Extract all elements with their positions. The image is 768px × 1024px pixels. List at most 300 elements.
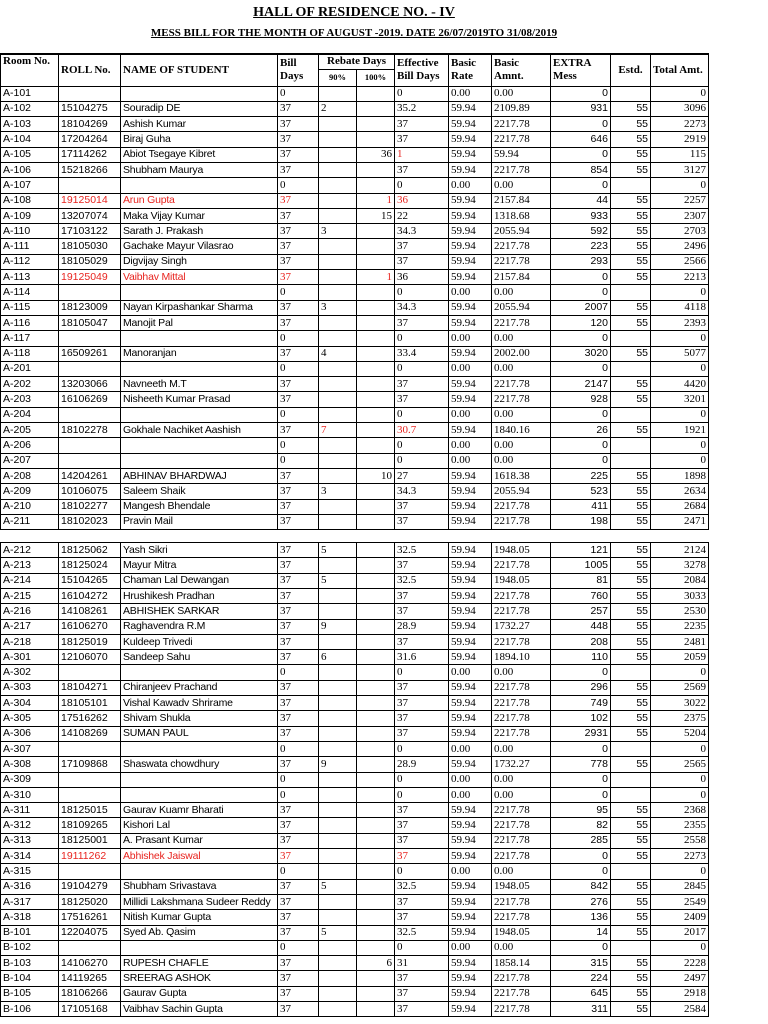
rebate-90-cell — [319, 971, 357, 986]
student-name-cell: RUPESH CHAFLE — [121, 956, 278, 971]
estd-cell: 55 — [611, 514, 651, 529]
basic-amount-cell: 0.00 — [492, 438, 551, 453]
extra-mess-cell: 854 — [551, 162, 611, 177]
student-name-cell: Pravin Mail — [121, 514, 278, 529]
rebate-100-cell — [357, 101, 395, 116]
extra-mess-cell: 842 — [551, 879, 611, 894]
rebate-90-cell — [319, 680, 357, 695]
roll-number-cell: 14119265 — [59, 971, 121, 986]
table-row — [1, 208, 709, 223]
estd-cell: 55 — [611, 1002, 651, 1017]
document-subtitle: MESS BILL FOR THE MONTH OF AUGUST -2019. DATE 26/07/2019TO 31/08/2019 — [150, 27, 558, 39]
effective-bill-days-cell: 36 — [395, 193, 449, 208]
roll-number-cell: 15104275 — [59, 101, 121, 116]
extra-mess-cell: 0 — [551, 665, 611, 680]
rebate-100-cell — [357, 285, 395, 300]
estd-cell: 55 — [611, 315, 651, 330]
roll-number-cell: 18105030 — [59, 239, 121, 254]
estd-cell: 55 — [611, 484, 651, 499]
table-row — [1, 514, 709, 529]
effective-bill-days-cell: 37 — [395, 377, 449, 392]
rebate-100-cell — [357, 331, 395, 346]
roll-number-cell: 17204264 — [59, 132, 121, 147]
basic-rate-cell: 59.94 — [449, 558, 492, 573]
table-row — [1, 818, 709, 833]
roll-number-cell: 18125019 — [59, 634, 121, 649]
extra-mess-cell: 2007 — [551, 300, 611, 315]
total-amount-cell: 0 — [651, 772, 709, 787]
rebate-90-cell — [319, 833, 357, 848]
rebate-100-cell — [357, 772, 395, 787]
room-number-cell: A-301 — [1, 650, 59, 665]
student-name-cell: Shubham Maurya — [121, 162, 278, 177]
student-name-cell — [121, 178, 278, 193]
basic-amount-cell: 2217.78 — [492, 254, 551, 269]
basic-amount-cell: 2217.78 — [492, 315, 551, 330]
effective-bill-days-cell: 37 — [395, 634, 449, 649]
total-amount-cell: 2213 — [651, 270, 709, 285]
table-row — [1, 101, 709, 116]
student-name-cell — [121, 772, 278, 787]
header-bill-days-line-1: Bill — [280, 57, 297, 70]
bill-days-cell: 37 — [278, 193, 319, 208]
estd-cell: 55 — [611, 589, 651, 604]
total-amount-cell: 0 — [651, 940, 709, 955]
student-name-cell: Digvijay Singh — [121, 254, 278, 269]
student-name-cell — [121, 331, 278, 346]
header-roll-no: ROLL No. — [59, 54, 121, 86]
extra-mess-cell: 0 — [551, 940, 611, 955]
extra-mess-cell: 0 — [551, 147, 611, 162]
table-row — [1, 270, 709, 285]
total-amount-cell: 2409 — [651, 910, 709, 925]
roll-number-cell — [59, 940, 121, 955]
table-row — [1, 665, 709, 680]
room-number-cell: A-104 — [1, 132, 59, 147]
basic-rate-cell: 59.94 — [449, 514, 492, 529]
total-amount-cell: 1898 — [651, 468, 709, 483]
rebate-90-cell — [319, 986, 357, 1001]
bill-days-cell: 0 — [278, 407, 319, 422]
bill-days-cell: 0 — [278, 86, 319, 101]
estd-cell — [611, 864, 651, 879]
basic-amount-cell: 2217.78 — [492, 239, 551, 254]
effective-bill-days-cell: 32.5 — [395, 573, 449, 588]
rebate-100-cell — [357, 132, 395, 147]
basic-rate-cell: 0.00 — [449, 787, 492, 802]
table-row — [1, 849, 709, 864]
extra-mess-cell: 0 — [551, 331, 611, 346]
rebate-100-cell — [357, 239, 395, 254]
student-name-cell: Saleem Shaik — [121, 484, 278, 499]
student-name-cell: Nisheeth Kumar Prasad — [121, 392, 278, 407]
rebate-90-cell — [319, 940, 357, 955]
bill-days-cell: 0 — [278, 665, 319, 680]
roll-number-cell: 16104272 — [59, 589, 121, 604]
basic-amount-cell: 2217.78 — [492, 392, 551, 407]
extra-mess-cell: 0 — [551, 849, 611, 864]
roll-number-cell: 14106270 — [59, 956, 121, 971]
student-name-cell: Nitish Kumar Gupta — [121, 910, 278, 925]
basic-amount-cell: 2217.78 — [492, 726, 551, 741]
roll-number-cell — [59, 285, 121, 300]
rebate-90-cell — [319, 193, 357, 208]
extra-mess-cell: 225 — [551, 468, 611, 483]
student-name-cell — [121, 438, 278, 453]
effective-bill-days-cell: 37 — [395, 254, 449, 269]
basic-rate-cell: 59.94 — [449, 696, 492, 711]
effective-bill-days-cell: 0 — [395, 787, 449, 802]
basic-rate-cell: 59.94 — [449, 117, 492, 132]
rebate-90-cell: 5 — [319, 879, 357, 894]
estd-cell — [611, 86, 651, 101]
table-row — [1, 680, 709, 695]
rebate-100-cell — [357, 499, 395, 514]
rebate-90-cell — [319, 741, 357, 756]
roll-number-cell: 12106070 — [59, 650, 121, 665]
basic-rate-cell: 59.94 — [449, 726, 492, 741]
rebate-100-cell — [357, 438, 395, 453]
bill-days-cell: 37 — [278, 377, 319, 392]
rebate-100-cell — [357, 407, 395, 422]
bill-days-cell: 37 — [278, 423, 319, 438]
basic-amount-cell: 1840.16 — [492, 423, 551, 438]
roll-number-cell: 17109868 — [59, 757, 121, 772]
basic-rate-cell: 59.94 — [449, 680, 492, 695]
student-name-cell: ABHISHEK SARKAR — [121, 604, 278, 619]
basic-amount-cell: 1858.14 — [492, 956, 551, 971]
basic-rate-cell: 59.94 — [449, 757, 492, 772]
rebate-90-cell — [319, 499, 357, 514]
bill-days-cell: 37 — [278, 818, 319, 833]
bill-days-cell: 37 — [278, 894, 319, 909]
rebate-100-cell: 36 — [357, 147, 395, 162]
rebate-100-cell — [357, 117, 395, 132]
table-row — [1, 925, 709, 940]
header-effective-line-1: Effective — [397, 57, 439, 70]
rebate-90-cell: 7 — [319, 423, 357, 438]
extra-mess-cell: 311 — [551, 1002, 611, 1017]
estd-cell — [611, 361, 651, 376]
basic-rate-cell: 0.00 — [449, 665, 492, 680]
table-row — [1, 499, 709, 514]
bill-days-cell: 37 — [278, 499, 319, 514]
total-amount-cell: 2634 — [651, 484, 709, 499]
total-amount-cell: 3033 — [651, 589, 709, 604]
header-extra-mess — [551, 54, 611, 86]
basic-amount-cell: 0.00 — [492, 741, 551, 756]
estd-cell: 55 — [611, 879, 651, 894]
bill-days-cell: 37 — [278, 757, 319, 772]
rebate-100-cell — [357, 558, 395, 573]
rebate-100-cell — [357, 224, 395, 239]
bill-days-cell: 37 — [278, 711, 319, 726]
rebate-90-cell — [319, 270, 357, 285]
table-row — [1, 239, 709, 254]
basic-rate-cell: 0.00 — [449, 741, 492, 756]
table-row — [1, 910, 709, 925]
student-name-cell — [121, 787, 278, 802]
extra-mess-cell: 102 — [551, 711, 611, 726]
header-rebate-days: Rebate Days — [319, 54, 395, 69]
total-amount-cell: 2375 — [651, 711, 709, 726]
total-amount-cell: 0 — [651, 438, 709, 453]
table-row — [1, 971, 709, 986]
total-amount-cell: 2684 — [651, 499, 709, 514]
roll-number-cell — [59, 772, 121, 787]
effective-bill-days-cell: 37 — [395, 986, 449, 1001]
basic-rate-cell: 59.94 — [449, 162, 492, 177]
room-number-cell: A-313 — [1, 833, 59, 848]
total-amount-cell: 2355 — [651, 818, 709, 833]
estd-cell: 55 — [611, 423, 651, 438]
room-number-cell: B-103 — [1, 956, 59, 971]
extra-mess-cell: 81 — [551, 573, 611, 588]
room-number-cell: A-202 — [1, 377, 59, 392]
room-number-cell: A-118 — [1, 346, 59, 361]
basic-amount-cell: 1618.38 — [492, 468, 551, 483]
basic-amount-cell: 0.00 — [492, 453, 551, 468]
total-amount-cell: 2257 — [651, 193, 709, 208]
extra-mess-cell: 0 — [551, 117, 611, 132]
roll-number-cell: 17516261 — [59, 910, 121, 925]
room-number-cell: A-213 — [1, 558, 59, 573]
student-name-cell: Shivam Shukla — [121, 711, 278, 726]
estd-cell: 55 — [611, 818, 651, 833]
rebate-100-cell — [357, 757, 395, 772]
rebate-100-cell — [357, 453, 395, 468]
room-number-cell: A-209 — [1, 484, 59, 499]
effective-bill-days-cell: 37 — [395, 833, 449, 848]
bill-days-cell: 37 — [278, 879, 319, 894]
room-number-cell: A-115 — [1, 300, 59, 315]
roll-number-cell — [59, 864, 121, 879]
estd-cell: 55 — [611, 193, 651, 208]
table-row — [1, 986, 709, 1001]
total-amount-cell: 3096 — [651, 101, 709, 116]
student-name-cell: Shubham Srivastava — [121, 879, 278, 894]
roll-number-cell — [59, 438, 121, 453]
rebate-90-cell: 5 — [319, 925, 357, 940]
student-name-cell: Arun Gupta — [121, 193, 278, 208]
student-name-cell: Vaibhav Mittal — [121, 270, 278, 285]
header-rebate-90: 90% — [319, 69, 357, 86]
roll-number-cell: 18125020 — [59, 894, 121, 909]
student-name-cell: Raghavendra R.M — [121, 619, 278, 634]
table-body-part-2 — [1, 543, 709, 1017]
rebate-90-cell — [319, 558, 357, 573]
effective-bill-days-cell: 37 — [395, 604, 449, 619]
basic-rate-cell: 59.94 — [449, 392, 492, 407]
rebate-100-cell: 1 — [357, 270, 395, 285]
room-number-cell: A-113 — [1, 270, 59, 285]
estd-cell: 55 — [611, 162, 651, 177]
total-amount-cell: 0 — [651, 407, 709, 422]
effective-bill-days-cell: 0 — [395, 438, 449, 453]
rebate-90-cell — [319, 86, 357, 101]
table-row — [1, 193, 709, 208]
student-name-cell: Vaibhav Sachin Gupta — [121, 1002, 278, 1017]
extra-mess-cell: 0 — [551, 453, 611, 468]
rebate-90-cell: 6 — [319, 650, 357, 665]
basic-rate-cell: 59.94 — [449, 224, 492, 239]
table-row — [1, 438, 709, 453]
rebate-100-cell: 10 — [357, 468, 395, 483]
roll-number-cell: 10106075 — [59, 484, 121, 499]
total-amount-cell: 4420 — [651, 377, 709, 392]
bill-days-cell: 37 — [278, 132, 319, 147]
bill-days-cell: 0 — [278, 772, 319, 787]
room-number-cell: B-102 — [1, 940, 59, 955]
basic-rate-cell: 59.94 — [449, 346, 492, 361]
total-amount-cell: 115 — [651, 147, 709, 162]
extra-mess-cell: 223 — [551, 239, 611, 254]
basic-amount-cell: 0.00 — [492, 407, 551, 422]
rebate-100-cell — [357, 726, 395, 741]
extra-mess-cell: 0 — [551, 741, 611, 756]
total-amount-cell: 2273 — [651, 117, 709, 132]
table-row — [1, 757, 709, 772]
table-row — [1, 803, 709, 818]
room-number-cell: A-109 — [1, 208, 59, 223]
basic-amount-cell: 2055.94 — [492, 484, 551, 499]
total-amount-cell: 2059 — [651, 650, 709, 665]
total-amount-cell: 2530 — [651, 604, 709, 619]
basic-rate-cell: 59.94 — [449, 925, 492, 940]
estd-cell — [611, 331, 651, 346]
basic-rate-cell: 59.94 — [449, 879, 492, 894]
table-row — [1, 833, 709, 848]
basic-amount-cell: 1894.10 — [492, 650, 551, 665]
estd-cell: 55 — [611, 680, 651, 695]
roll-number-cell: 18125015 — [59, 803, 121, 818]
estd-cell: 55 — [611, 726, 651, 741]
bill-days-cell: 37 — [278, 1002, 319, 1017]
rebate-90-cell — [319, 910, 357, 925]
rebate-90-cell — [319, 392, 357, 407]
basic-amount-cell: 2157.84 — [492, 193, 551, 208]
room-number-cell: A-102 — [1, 101, 59, 116]
bill-days-cell: 37 — [278, 162, 319, 177]
bill-days-cell: 37 — [278, 558, 319, 573]
rebate-100-cell — [357, 86, 395, 101]
table-row — [1, 285, 709, 300]
header-total-amount: Total Amt. — [651, 54, 709, 86]
basic-amount-cell: 2217.78 — [492, 696, 551, 711]
basic-rate-cell: 59.94 — [449, 956, 492, 971]
roll-number-cell — [59, 787, 121, 802]
bill-days-cell: 0 — [278, 438, 319, 453]
estd-cell: 55 — [611, 543, 651, 558]
bill-days-cell: 37 — [278, 604, 319, 619]
extra-mess-cell: 0 — [551, 407, 611, 422]
rebate-100-cell: 15 — [357, 208, 395, 223]
table-row — [1, 407, 709, 422]
table-row — [1, 940, 709, 955]
basic-rate-cell: 59.94 — [449, 132, 492, 147]
roll-number-cell: 17105168 — [59, 1002, 121, 1017]
basic-amount-cell: 1732.27 — [492, 619, 551, 634]
total-amount-cell: 0 — [651, 178, 709, 193]
estd-cell — [611, 453, 651, 468]
effective-bill-days-cell: 37 — [395, 849, 449, 864]
total-amount-cell: 1921 — [651, 423, 709, 438]
rebate-90-cell — [319, 894, 357, 909]
basic-rate-cell: 0.00 — [449, 438, 492, 453]
header-room-no: Room No. — [1, 54, 59, 86]
extra-mess-cell: 411 — [551, 499, 611, 514]
basic-rate-cell: 59.94 — [449, 573, 492, 588]
estd-cell: 55 — [611, 208, 651, 223]
header-estd: Estd. — [611, 54, 651, 86]
bill-days-cell: 37 — [278, 589, 319, 604]
room-number-cell: A-307 — [1, 741, 59, 756]
bill-days-cell: 0 — [278, 178, 319, 193]
bill-days-cell: 0 — [278, 285, 319, 300]
extra-mess-cell: 1005 — [551, 558, 611, 573]
rebate-100-cell — [357, 787, 395, 802]
room-number-cell: B-101 — [1, 925, 59, 940]
rebate-90-cell — [319, 453, 357, 468]
student-name-cell: Navneeth M.T — [121, 377, 278, 392]
rebate-90-cell: 3 — [319, 300, 357, 315]
total-amount-cell: 2497 — [651, 971, 709, 986]
basic-amount-cell: 2217.78 — [492, 910, 551, 925]
rebate-90-cell: 9 — [319, 619, 357, 634]
basic-amount-cell: 2217.78 — [492, 711, 551, 726]
estd-cell: 55 — [611, 346, 651, 361]
basic-rate-cell: 59.94 — [449, 849, 492, 864]
basic-amount-cell: 2217.78 — [492, 589, 551, 604]
basic-rate-cell: 59.94 — [449, 894, 492, 909]
total-amount-cell: 0 — [651, 331, 709, 346]
table-row — [1, 331, 709, 346]
table-row — [1, 604, 709, 619]
basic-rate-cell: 59.94 — [449, 423, 492, 438]
basic-amount-cell: 0.00 — [492, 787, 551, 802]
estd-cell: 55 — [611, 986, 651, 1001]
room-number-cell: A-212 — [1, 543, 59, 558]
extra-mess-cell: 257 — [551, 604, 611, 619]
table-row — [1, 315, 709, 330]
estd-cell — [611, 438, 651, 453]
extra-mess-cell: 778 — [551, 757, 611, 772]
student-name-cell: Gaurav Gupta — [121, 986, 278, 1001]
room-number-cell: A-207 — [1, 453, 59, 468]
effective-bill-days-cell: 0 — [395, 361, 449, 376]
effective-bill-days-cell: 32.5 — [395, 879, 449, 894]
bill-days-cell: 37 — [278, 254, 319, 269]
rebate-100-cell — [357, 619, 395, 634]
rebate-90-cell — [319, 787, 357, 802]
room-number-cell: A-214 — [1, 573, 59, 588]
rebate-100-cell — [357, 894, 395, 909]
student-name-cell — [121, 741, 278, 756]
estd-cell: 55 — [611, 254, 651, 269]
room-number-cell: A-303 — [1, 680, 59, 695]
basic-amount-cell: 0.00 — [492, 361, 551, 376]
student-name-cell: Yash Sikri — [121, 543, 278, 558]
student-name-cell: Hrushikesh Pradhan — [121, 589, 278, 604]
table-row — [1, 147, 709, 162]
student-name-cell: Abhishek Jaiswal — [121, 849, 278, 864]
extra-mess-cell: 26 — [551, 423, 611, 438]
extra-mess-cell: 928 — [551, 392, 611, 407]
room-number-cell: A-208 — [1, 468, 59, 483]
student-name-cell: Gachake Mayur Vilasrao — [121, 239, 278, 254]
roll-number-cell — [59, 665, 121, 680]
basic-amount-cell: 2217.78 — [492, 680, 551, 695]
